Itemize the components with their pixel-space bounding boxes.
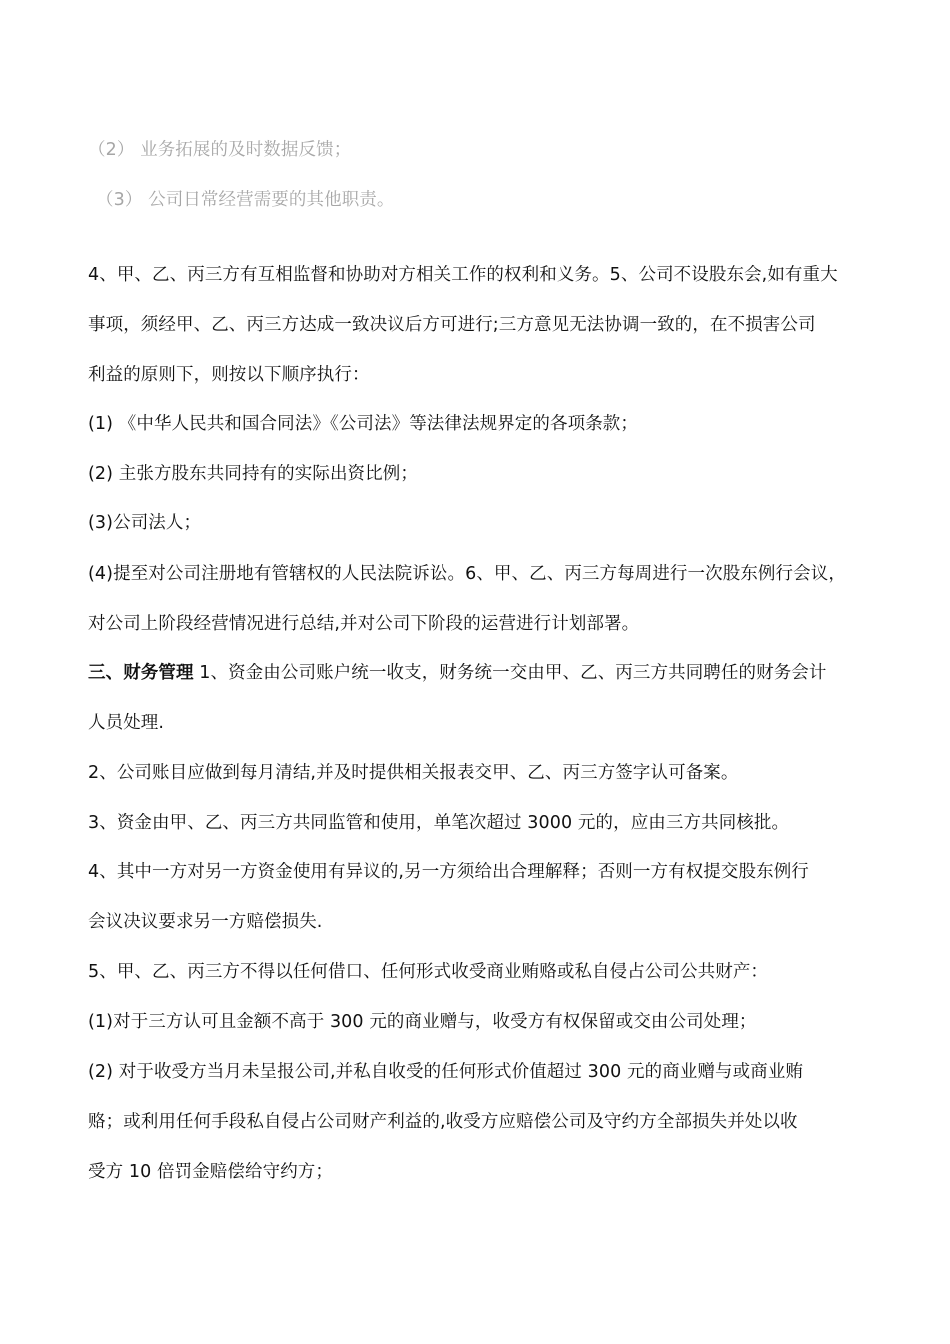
paragraph-line-5: (2) 主张方股东共同持有的实际出资比例； bbox=[88, 464, 418, 484]
faded-line-1: （2） 业务拓展的及时数据反馈； bbox=[88, 140, 352, 160]
paragraph-line-1: 4、甲、乙、丙三方有互相监督和协助对方相关工作的权利和义务。5、公司不设股东会,如有重大 bbox=[88, 265, 838, 285]
section-three-heading: 三、财务管理 bbox=[88, 663, 194, 683]
section-line-1: 人员处理. bbox=[88, 713, 165, 733]
paragraph-line-2: 事项，须经甲、乙、丙三方达成一致决议后方可进行;三方意见无法协调一致的，在不损害公司 bbox=[88, 315, 816, 335]
section-line-9: 赂；或利用任何手段私自侵占公司财产利益的,收受方应赔偿公司及守约方全部损失并处以收 bbox=[88, 1112, 798, 1132]
section-line-8: (2) 对于收受方当月未呈报公司,并私自收受的任何形式价值超过 300 元的商业赠与或商业贿 bbox=[88, 1062, 804, 1082]
faded-line-2: （3） 公司日常经营需要的其他职责。 bbox=[96, 190, 395, 210]
paragraph-line-7: (4)提至对公司注册地有管辖权的人民法院诉讼。6、甲、乙、丙三方每周进行一次股东例行会议， bbox=[88, 564, 846, 584]
section-line-5: 会议决议要求另一方赔偿损失. bbox=[88, 912, 323, 932]
section-line-6: 5、甲、乙、丙三方不得以任何借口、任何形式收受商业贿赂或私自侵占公司公共财产： bbox=[88, 962, 769, 982]
section-line-10: 受方 10 倍罚金赔偿给守约方； bbox=[88, 1162, 333, 1182]
section-line-4: 4、其中一方对另一方资金使用有异议的,另一方须给出合理解释；否则一方有权提交股东例行 bbox=[88, 862, 809, 882]
paragraph-line-8: 对公司上阶段经营情况进行总结,并对公司下阶段的运营进行计划部署。 bbox=[88, 614, 640, 634]
paragraph-line-3: 利益的原则下，则按以下顺序执行： bbox=[88, 365, 370, 385]
section-line-7: (1)对于三方认可且金额不高于 300 元的商业赠与，收受方有权保留或交由公司处理； bbox=[88, 1012, 757, 1032]
section-three-first-line-text: 1、资金由公司账户统一收支，财务统一交由甲、乙、丙三方共同聘任的财务会计 bbox=[193, 663, 827, 683]
section-line-2: 2、公司账目应做到每月清结,并及时提供相关报表交甲、乙、丙三方签字认可备案。 bbox=[88, 763, 739, 783]
section-line-3: 3、资金由甲、乙、丙三方共同监管和使用，单笔次超过 3000 元的，应由三方共同核批。 bbox=[88, 813, 790, 833]
paragraph-line-6: (3)公司法人； bbox=[88, 513, 202, 533]
paragraph-line-4: (1) 《中华人民共和国合同法》《公司法》等法律法规界定的各项条款； bbox=[88, 414, 638, 434]
section-three-first-line bbox=[88, 662, 878, 684]
